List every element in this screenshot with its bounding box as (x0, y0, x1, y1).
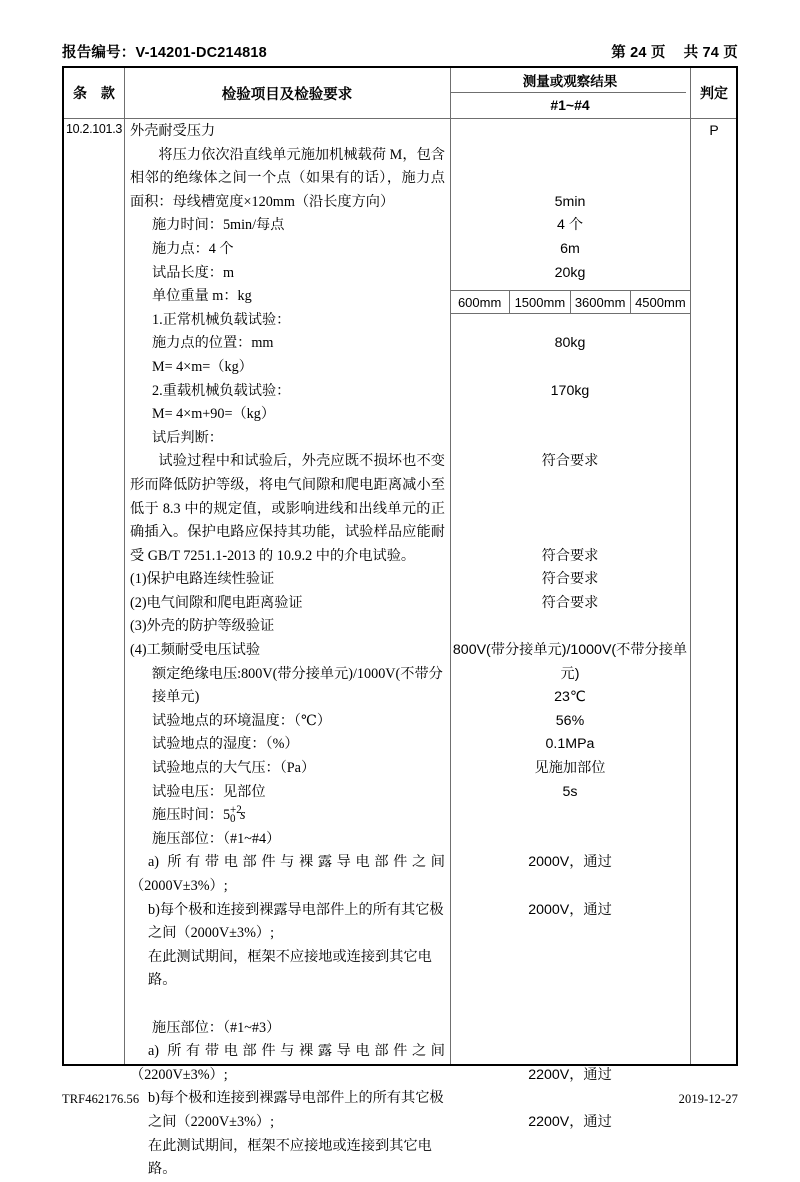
cell-measurement-results (450, 118, 690, 1135)
cell-verdict: P (709, 122, 719, 138)
item-pressure: 试验地点的大气压：（Pa） (152, 760, 316, 777)
result-verify-2: 符合要求 (541, 571, 599, 588)
item-test-1: 1.正常机械负载试验： (152, 311, 291, 328)
item-rated-voltage: 额定绝缘电压:800V(带分接单元)/1000V(不带分接单元) (152, 665, 443, 706)
result-test-voltage: 见施加部位 (534, 760, 606, 777)
item-site-a-note: 在此测试期间，框架不应接地或连接到其它电路。 (148, 948, 432, 989)
result-rated-voltage: 800V(带分接单元)/1000V(不带分接单元) (452, 642, 688, 682)
result-spacer-site-a (452, 804, 688, 851)
result-unit-weight: 20kg (554, 264, 586, 281)
result-m1: 80kg (554, 335, 586, 352)
item-paragraph-1: 将压力依次沿直线单元施加机械载荷 M，包含相邻的绝缘体之间一个点（如果有的话），施力点面积：母线槽宽度×120mm（沿长度方向） (130, 146, 445, 210)
force-position-cell-2: 1500mm (510, 291, 570, 313)
footer-trf-code: TRF462176.56 (62, 1092, 140, 1106)
item-verify-3: (3)外壳的防护等级验证 (130, 618, 275, 635)
column-divider-3 (690, 68, 691, 1064)
item-post-judgement-label: 试后判断： (152, 429, 223, 446)
result-site-b-clause-a: 2200V，通过 (528, 1066, 612, 1083)
column-header-clause: 条 款 (73, 85, 120, 101)
column-header-verdict: 判定 (700, 87, 728, 102)
result-spacer-judge (452, 403, 688, 450)
result-pressure: 0.1MPa (545, 736, 595, 753)
force-position-cell-4: 4500mm (635, 294, 686, 310)
blank-spacer-1 (130, 993, 445, 1017)
item-verify-2: (2)电气间隙和爬电距离验证 (130, 594, 303, 611)
tolerance-sub: 0 (230, 812, 236, 825)
item-sample-length: 试品长度：m (152, 264, 234, 281)
result-spacer-para2 (452, 474, 688, 545)
item-apply-duration (130, 804, 445, 828)
item-force-points: 施力点：4 个 (152, 240, 234, 257)
result-spacer-note1 (452, 922, 688, 993)
page-current: 第 24 页 (611, 45, 666, 61)
result-temperature: 23℃ (554, 689, 586, 706)
item-site-b-clause-a: a) 所有带电部件与裸露导电部件之间 (148, 1043, 445, 1060)
force-position-subtable (450, 290, 690, 314)
force-position-cell-3: 3600mm (571, 291, 631, 313)
result-force-time: 5min (554, 193, 586, 210)
cell-clause-number: 10.2.101.3 (65, 122, 123, 136)
item-unit-weight: 单位重量 m：kg (152, 288, 252, 305)
result-verify-1: 符合要求 (541, 547, 599, 564)
footer-date: 2019-12-27 (678, 1092, 738, 1106)
item-ambient-temperature: 试验地点的环境温度：（℃） (152, 712, 332, 729)
force-position-cell-1: 600mm (450, 291, 510, 313)
page-footer (62, 1092, 738, 1107)
report-number: 报告编号：V-14201-DC214818 (62, 45, 267, 61)
tolerance-sup: +2 (230, 803, 242, 816)
item-paragraph-2: 试验过程中和试验后，外壳应既不损坏也不变形而降低防护等级，将电气间隙和爬电距离减小至低于 8.3 中的规定值，或影响进线和出线单元的正确插入。保护电路应保持其功能，试验样品应能耐受 GB/T 7251.1-2013 的 10.9.2 中的介电试验。 (130, 453, 445, 564)
item-force-time: 施力时间：5min/每点 (152, 217, 285, 234)
column-header-result-sub: #1~#4 (550, 97, 590, 113)
result-humidity: 56% (555, 712, 585, 729)
item-test-voltage: 试验电压：见部位 (152, 783, 266, 800)
result-force-points: 4 个 (556, 217, 584, 234)
item-title: 外壳耐受压力 (130, 123, 216, 139)
result-spacer-test2 (452, 356, 688, 380)
result-spacer-a1b (452, 875, 688, 899)
page-header (62, 42, 738, 62)
tolerance-notation (230, 803, 242, 825)
item-force-position: 施力点的位置：mm (152, 335, 274, 352)
result-m2: 170kg (550, 382, 590, 399)
item-verify-4: (4)工频耐受电压试验 (130, 642, 261, 659)
page-total: 共 74 页 (683, 45, 738, 61)
item-site-a-clause-b: b)每个极和连接到裸露导电部件上的所有其它极之间（2000V±3%）; (148, 901, 444, 942)
cell-inspection-item (124, 118, 450, 1182)
result-judge: 符合要求 (541, 453, 599, 470)
item-site-b-note: 在此测试期间，框架不应接地或连接到其它电路。 (148, 1137, 432, 1178)
item-apply-site-b: 施压部位：（#1~#3） (152, 1019, 281, 1036)
item-m-formula-1: M= 4×m=（kg） (152, 358, 253, 375)
result-site-b-clause-b: 2200V，通过 (528, 1114, 612, 1130)
item-test-2: 2.重载机械负载试验： (152, 382, 291, 399)
item-site-b-clause-b: b)每个极和连接到裸露导电部件上的所有其它极之间（2200V±3%）; (148, 1090, 444, 1130)
apply-duration-prefix: 施压时间：5 (152, 807, 231, 824)
result-spacer-title (452, 120, 688, 191)
apply-duration-unit: s (240, 807, 246, 824)
item-verify-1: (1)保护电路连续性验证 (130, 571, 275, 588)
result-site-a-clause-a: 2000V，通过 (528, 854, 612, 871)
result-verify-3: 符合要求 (541, 594, 599, 611)
item-humidity: 试验地点的湿度：（%） (152, 736, 299, 753)
item-site-a-clause-a-volt: （2000V±3%）; (130, 878, 228, 894)
column-header-item: 检验项目及检验要求 (221, 86, 353, 103)
result-duration: 5s (562, 783, 578, 800)
item-m-formula-2: M= 4×m+90=（kg） (152, 406, 276, 423)
item-site-b-clause-a-volt: （2200V±3%）; (130, 1066, 228, 1083)
result-spacer-verify4 (452, 616, 688, 640)
column-header-result: 测量或观察结果 (522, 74, 618, 89)
page-numbering (611, 41, 738, 62)
result-spacer-site-b (452, 993, 688, 1064)
item-site-a-clause-a: a) 所有带电部件与裸露导电部件之间 (148, 854, 445, 871)
item-apply-site-a: 施压部位：（#1~#4） (152, 830, 281, 847)
result-site-a-clause-b: 2000V，通过 (528, 901, 612, 918)
result-sample-length: 6m (560, 240, 580, 257)
